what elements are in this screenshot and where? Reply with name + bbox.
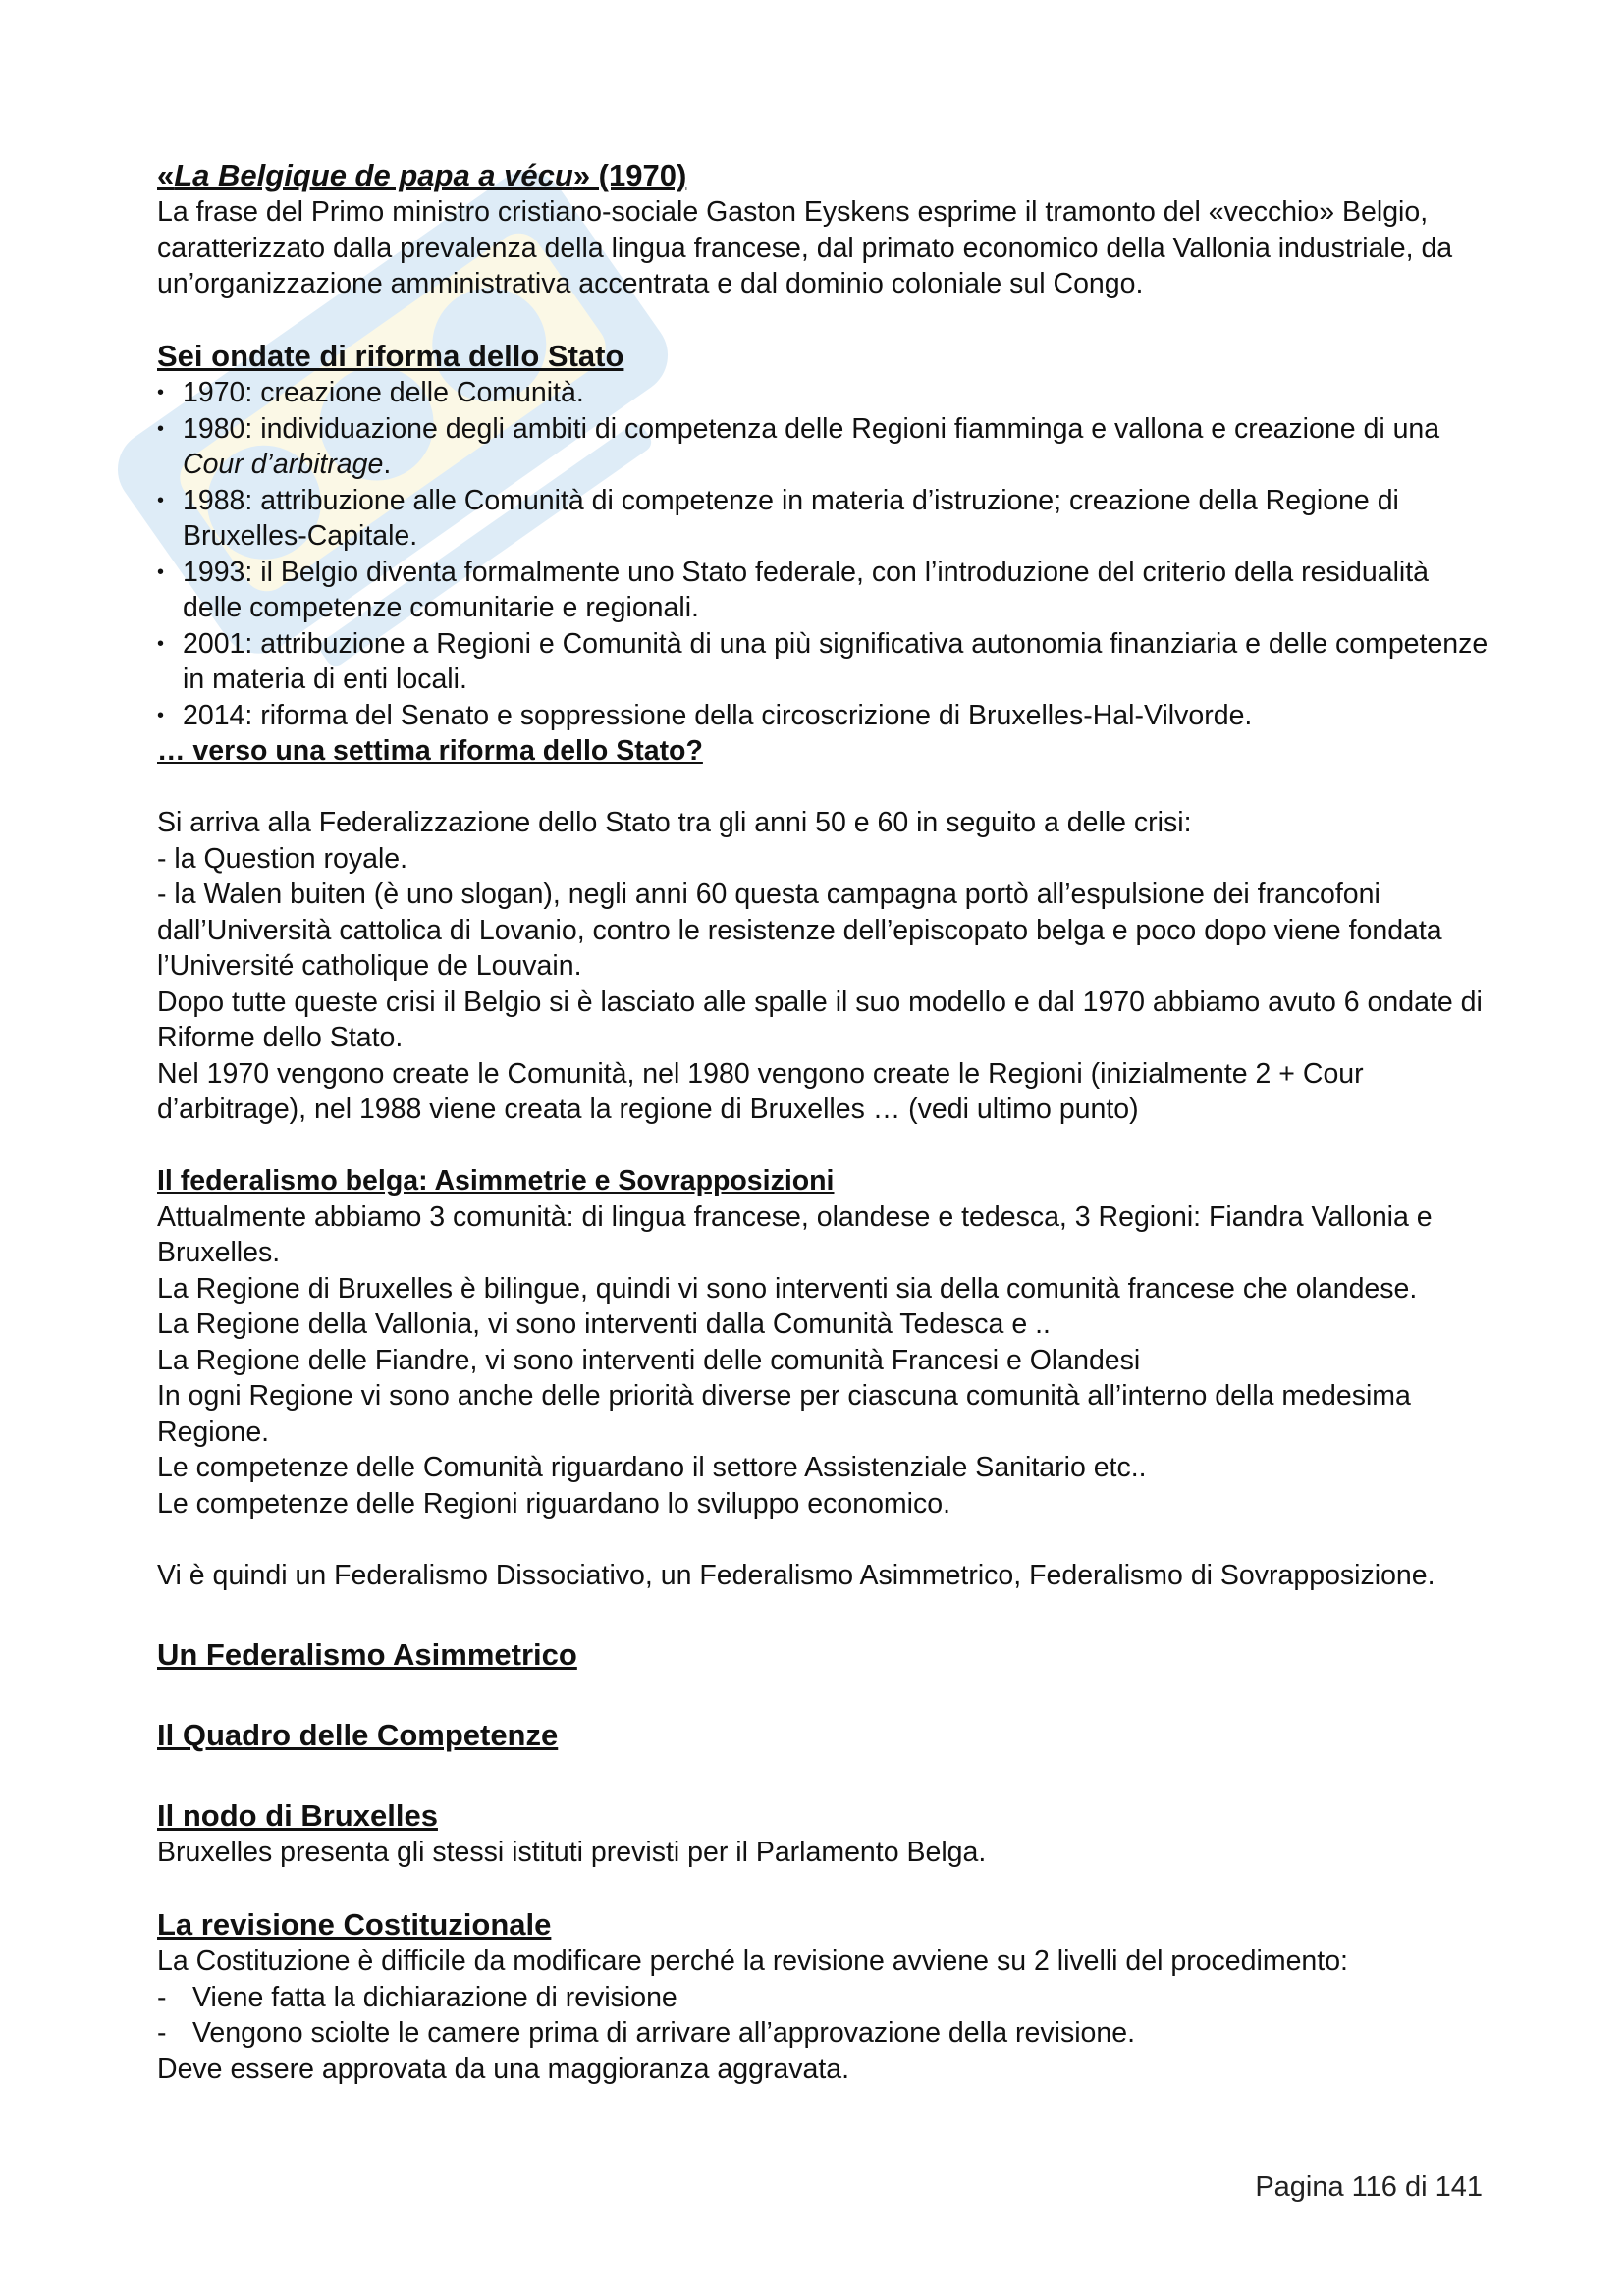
paragraph-line: Vi è quindi un Federalismo Dissociativo, un Federalismo Asimmetrico, Federalismo di Sovrapposizione.: [157, 1559, 1435, 1591]
paragraph-line: Le competenze delle Regioni riguardano lo sviluppo economico.: [157, 1487, 951, 1520]
page-number: Pagina 116 di 141: [1255, 2171, 1483, 2203]
list-item: - Vengono sciolte le camere prima di arrivare all’approvazione della revisione.: [157, 2015, 1492, 2052]
list-item-text-end: .: [383, 449, 392, 480]
paragraph-line: Deve essere approvata da una maggioranza aggravata.: [157, 2053, 850, 2085]
list-item: • 1970: creazione delle Comunità.: [157, 375, 1492, 411]
section-title-riforme: Sei ondate di riforma dello Stato: [157, 339, 624, 373]
paragraph-line: Si arriva alla Federalizzazione dello Stato tra gli anni 50 e 60 in seguito a delle crisi:: [157, 807, 1192, 838]
subtitle-settima-riforma: … verso una settima riforma dello Stato?: [157, 735, 703, 767]
list-item: • 1993: il Belgio diventa formalmente uno Stato federale, con l’introduzione del criterio della residualità delle competenze comunitarie e regionali.: [157, 555, 1492, 626]
list-item: • 2014: riforma del Senato e soppressione della circoscrizione di Bruxelles-Hal-Vilvorde.: [157, 698, 1492, 734]
section-title-revisione: La revisione Costituzionale: [157, 1907, 552, 1942]
paragraph-line: - la Walen buiten (è uno slogan), negli anni 60 questa campagna portò all’espulsione dei francofoni dall’Università cattolica di Lovanio, contro le resistenze dell’episcopato belga e poco dopo viene fondata l’Université catholique de Louvain.: [157, 879, 1442, 982]
title-italic: La Belgique de papa a vécu: [174, 158, 573, 192]
paragraph-bruxelles: Bruxelles presenta gli stessi istituti previsti per il Parlamento Belga.: [157, 1837, 987, 1868]
paragraph-line: Le competenze delle Comunità riguardano il settore Assistenziale Sanitario etc..: [157, 1452, 1147, 1483]
section-title-quadro-competenze: Il Quadro delle Competenze: [157, 1718, 559, 1752]
title-close: » (1970): [572, 158, 687, 192]
list-item: [157, 411, 1492, 483]
section-title-belgique: [157, 157, 1492, 194]
section-title-federalismo-asimmetrico: Un Federalismo Asimmetrico: [157, 1637, 577, 1672]
section-title-nodo-bruxelles: Il nodo di Bruxelles: [157, 1798, 438, 1833]
paragraph-line: Nel 1970 vengono create le Comunità, nel 1980 vengono create le Regioni (inizialmente 2 + Cour d’arbitrage), nel 1988 viene creata la regione di Bruxelles … (vedi ultimo punto): [157, 1057, 1364, 1125]
list-item-text: 1980: individuazione degli ambiti di competenza delle Regioni fiamminga e vallona e creazione di una: [183, 412, 1440, 445]
page-content: [157, 157, 1492, 2087]
list-item: • 1988: attribuzione alle Comunità di competenze in materia d’istruzione; creazione della Regione di Bruxelles-Capitale.: [157, 483, 1492, 555]
title-open-quote: «: [157, 158, 175, 192]
paragraph-line: Attualmente abbiamo 3 comunità: di lingua francese, olandese e tedesca, 3 Regioni: Fiandra Vallonia e Bruxelles.: [157, 1201, 1433, 1268]
list-item: - Viene fatta la dichiarazione di revisione: [157, 1980, 1492, 2016]
paragraph-line: In ogni Regione vi sono anche delle priorità diverse per ciascuna comunità all’interno della medesima Regione.: [157, 1380, 1411, 1448]
paragraph-line: - la Question royale.: [157, 842, 408, 875]
list-item-italic: Cour d’arbitrage: [183, 449, 384, 480]
list-item: • 2001: attribuzione a Regioni e Comunità di una più significativa autonomia finanziaria e delle competenze in materia di enti locali.: [157, 626, 1492, 698]
paragraph-eyskens: La frase del Primo ministro cristiano-sociale Gaston Eyskens esprime il tramonto del «vecchio» Belgio, caratterizzato dalla prevalenza della lingua francese, dal primato economico della Vallonia industriale, da un’organizzazione amministrativa accentrata e dal dominio coloniale sul Congo.: [157, 196, 1453, 299]
paragraph-line: La Costituzione è difficile da modificare perché la revisione avviene su 2 livelli del procedimento:: [157, 1946, 1348, 1977]
revisione-list: [157, 1980, 1492, 2052]
paragraph-line: La Regione di Bruxelles è bilingue, quindi vi sono interventi sia della comunità francese che olandese.: [157, 1272, 1418, 1305]
riforme-list: [157, 375, 1492, 733]
paragraph-line: La Regione delle Fiandre, vi sono interventi delle comunità Francesi e Olandesi: [157, 1344, 1141, 1376]
section-title-federalismo-belga: Il federalismo belga: Asimmetrie e Sovrapposizioni: [157, 1165, 835, 1197]
paragraph-line: Dopo tutte queste crisi il Belgio si è lasciato alle spalle il suo modello e dal 1970 abbiamo avuto 6 ondate di Riforme dello Stato.: [157, 986, 1483, 1053]
paragraph-line: La Regione della Vallonia, vi sono interventi dalla Comunità Tedesca e ..: [157, 1308, 1051, 1340]
